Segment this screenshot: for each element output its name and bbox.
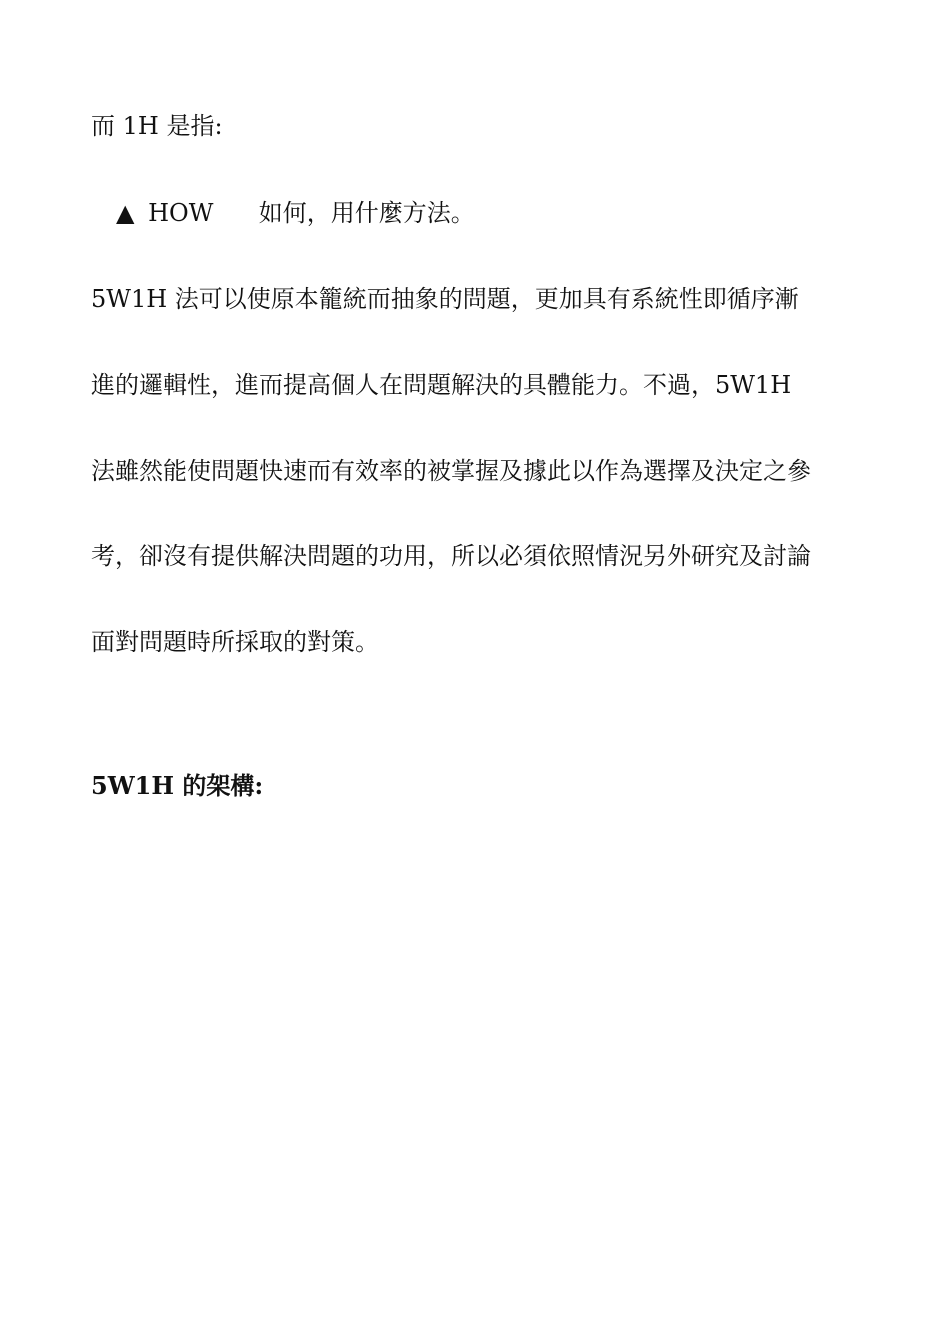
paragraph-line: 進的邏輯性，進而提高個人在問題解決的具體能力。不過，5W1H: [91, 371, 792, 399]
paragraph-line: 考，卻沒有提供解決問題的功用，所以必須依照情況另外研究及討論: [91, 542, 811, 570]
paragraph-line: 面對問題時所採取的對策。: [91, 628, 379, 656]
paragraph-line: 5W1H 法可以使原本籠統而抽象的問題，更加具有系統性即循序漸: [91, 285, 799, 313]
bullet-definition: 如何，用什麼方法。: [258, 199, 475, 227]
paragraph-line: 法雖然能使問題快速而有效率的被掌握及據此以作為選擇及決定之參: [91, 457, 811, 485]
how-bullet-item: [116, 197, 475, 229]
intro-text: 而 1H 是指:: [91, 112, 223, 140]
section-heading: 5W1H 的架構:: [91, 771, 264, 800]
triangle-bullet-icon: ▲: [116, 199, 135, 227]
bullet-term: HOW: [148, 199, 214, 227]
